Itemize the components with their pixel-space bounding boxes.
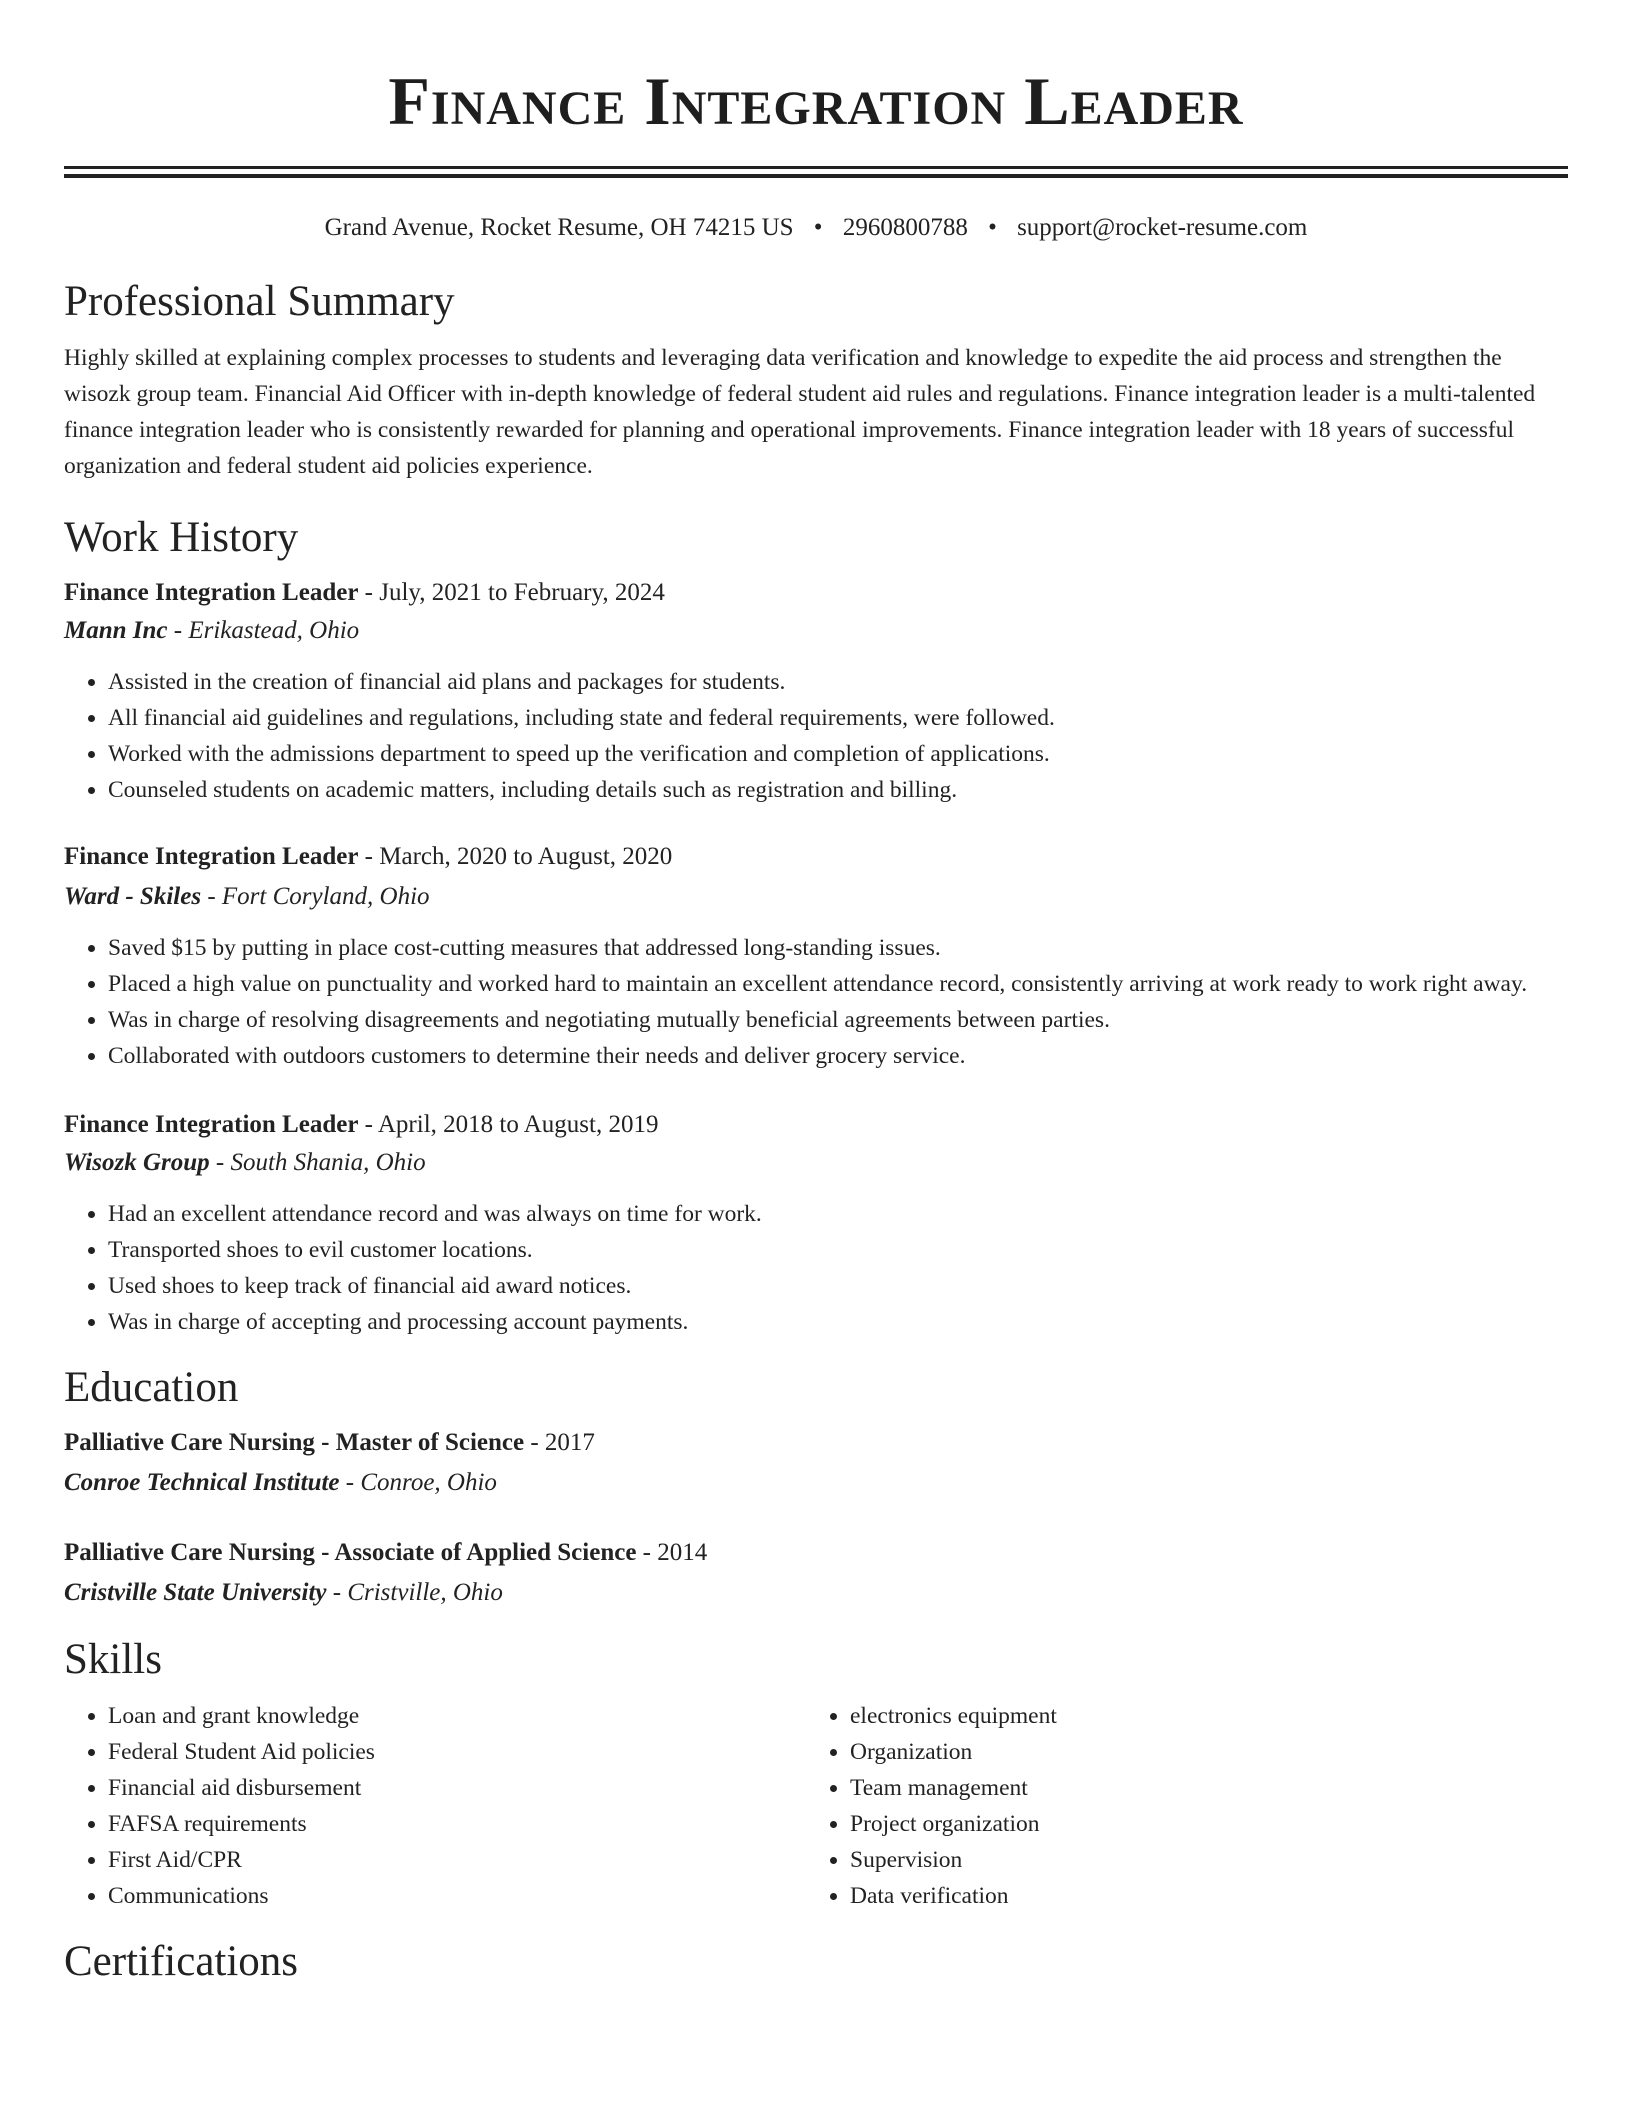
list-item: • Saved $15 by putting in place cost-cutting measures that addressed long-standing issues.	[108, 930, 1568, 966]
list-item: • Counseled students on academic matters, including details such as registration and billing.	[108, 772, 1568, 808]
list-item: • Communications	[108, 1878, 806, 1914]
list-item: • Loan and grant knowledge	[108, 1698, 806, 1734]
list-item: • Was in charge of accepting and processing account payments.	[108, 1304, 1568, 1340]
list-item: • Collaborated with outdoors customers to determine their needs and deliver grocery service.	[108, 1038, 1568, 1074]
job-title: Finance Integration Leader	[64, 1111, 359, 1138]
list-item: • First Aid/CPR	[108, 1842, 806, 1878]
summary-text: Highly skilled at explaining complex processes to students and leveraging data verification and knowledge to expedite the aid process and strengthen the wisozk group team. Financial Aid Officer with in-depth knowledge of federal student aid rules and regulations. Finance integration leader is a multi-talented finance integration leader who is consistently rewarded for planning and operational improvements. Finance integration leader with 18 years of successful organization and federal student aid policies experience.	[64, 345, 1536, 479]
certifications-title: Certifications	[64, 1938, 299, 1985]
list-item: • Had an excellent attendance record and was always on time for work.	[108, 1196, 1568, 1232]
job-entry	[64, 576, 1568, 808]
list-item: • Transported shoes to evil customer locations.	[108, 1232, 1568, 1268]
degree-line: Palliative Care Nursing - Master of Science - 2017	[64, 1429, 595, 1456]
skills-list-left	[64, 1698, 806, 1914]
list-item: • FAFSA requirements	[108, 1806, 806, 1842]
list-item: • Project organization	[850, 1806, 1548, 1842]
list-item: • Financial aid disbursement	[108, 1770, 806, 1806]
company-location: Erikastead, Ohio	[188, 617, 360, 644]
company-location: South Shania, Ohio	[230, 1149, 426, 1176]
list-item: • Used shoes to keep track of financial aid award notices.	[108, 1268, 1568, 1304]
list-item: • Team management	[850, 1770, 1548, 1806]
list-item: • Organization	[850, 1734, 1548, 1770]
job-title-line: Finance Integration Leader - March, 2020 to August, 2020	[64, 843, 673, 870]
job-bullets	[64, 1196, 1568, 1340]
list-item: • Placed a high value on punctuality and worked hard to maintain an excellent attendance record, consistently arriving at work ready to work right away.	[108, 966, 1568, 1002]
job-dates: March, 2020 to August, 2020	[379, 843, 673, 870]
job-entry	[64, 1108, 1568, 1340]
degree-name: Palliative Care Nursing - Master of Science	[64, 1429, 525, 1456]
company-line: Mann Inc - Erikastead, Ohio	[64, 617, 360, 644]
skills-list-right	[806, 1698, 1548, 1914]
summary-title: Professional Summary	[64, 278, 455, 325]
list-item: • All financial aid guidelines and regulations, including state and federal requirements, were followed.	[108, 700, 1568, 736]
job-title: Finance Integration Leader	[64, 579, 359, 606]
job-dates: July, 2021 to February, 2024	[379, 579, 665, 606]
list-item: • Federal Student Aid policies	[108, 1734, 806, 1770]
work-history-title: Work History	[64, 514, 299, 561]
education-entry	[64, 1426, 1568, 1500]
header-rule-bottom	[64, 174, 1568, 178]
job-title-line: Finance Integration Leader - April, 2018 to August, 2019	[64, 1111, 659, 1138]
company-name: Ward - Skiles	[64, 883, 202, 910]
job-entry	[64, 840, 1568, 1074]
education-title: Education	[64, 1364, 239, 1411]
school-name: Conroe Technical Institute	[64, 1469, 340, 1496]
skills-title: Skills	[64, 1636, 162, 1683]
job-title: Finance Integration Leader	[64, 843, 359, 870]
company-line: Wisozk Group - South Shania, Ohio	[64, 1149, 426, 1176]
list-item: • electronics equipment	[850, 1698, 1548, 1734]
job-bullets	[64, 664, 1568, 808]
job-dates: April, 2018 to August, 2019	[377, 1111, 659, 1138]
company-location: Fort Coryland, Ohio	[221, 883, 430, 910]
school-name: Cristville State University	[64, 1579, 327, 1606]
list-item: • Data verification	[850, 1878, 1548, 1914]
company-name: Wisozk Group	[64, 1149, 210, 1176]
company-name: Mann Inc	[64, 617, 168, 644]
header-rule-top	[64, 166, 1568, 169]
skills-grid	[64, 1698, 1568, 1914]
school-line: Conroe Technical Institute - Conroe, Ohio	[64, 1469, 497, 1496]
contact-email: support@rocket-resume.com	[1017, 214, 1308, 241]
list-item: • Assisted in the creation of financial aid plans and packages for students.	[108, 664, 1568, 700]
contact-phone: 2960800788	[842, 214, 968, 241]
contact-separator: •	[813, 214, 823, 241]
contact-address: Grand Avenue, Rocket Resume, OH 74215 US	[324, 214, 794, 241]
education-entry	[64, 1536, 1568, 1610]
job-bullets	[64, 930, 1568, 1074]
school-location: Conroe, Ohio	[360, 1469, 497, 1496]
resume-name: Finance Integration Leader	[388, 63, 1244, 139]
list-item: • Was in charge of resolving disagreements and negotiating mutually beneficial agreements between parties.	[108, 1002, 1568, 1038]
degree-year: 2014	[657, 1539, 708, 1566]
degree-year: 2017	[544, 1429, 595, 1456]
job-title-line: Finance Integration Leader - July, 2021 to February, 2024	[64, 579, 665, 606]
list-item: • Worked with the admissions department to speed up the verification and completion of applications.	[108, 736, 1568, 772]
school-location: Cristville, Ohio	[347, 1579, 503, 1606]
contact-separator: •	[988, 214, 997, 241]
resume-page	[64, 0, 1568, 1988]
degree-name: Palliative Care Nursing - Associate of Applied Science	[64, 1539, 637, 1566]
list-item: • Supervision	[850, 1842, 1548, 1878]
degree-line: Palliative Care Nursing - Associate of Applied Science - 2014	[64, 1539, 708, 1566]
school-line: Cristville State University - Cristville, Ohio	[64, 1579, 503, 1606]
contact-line	[64, 212, 1568, 244]
company-line: Ward - Skiles - Fort Coryland, Ohio	[64, 883, 430, 910]
